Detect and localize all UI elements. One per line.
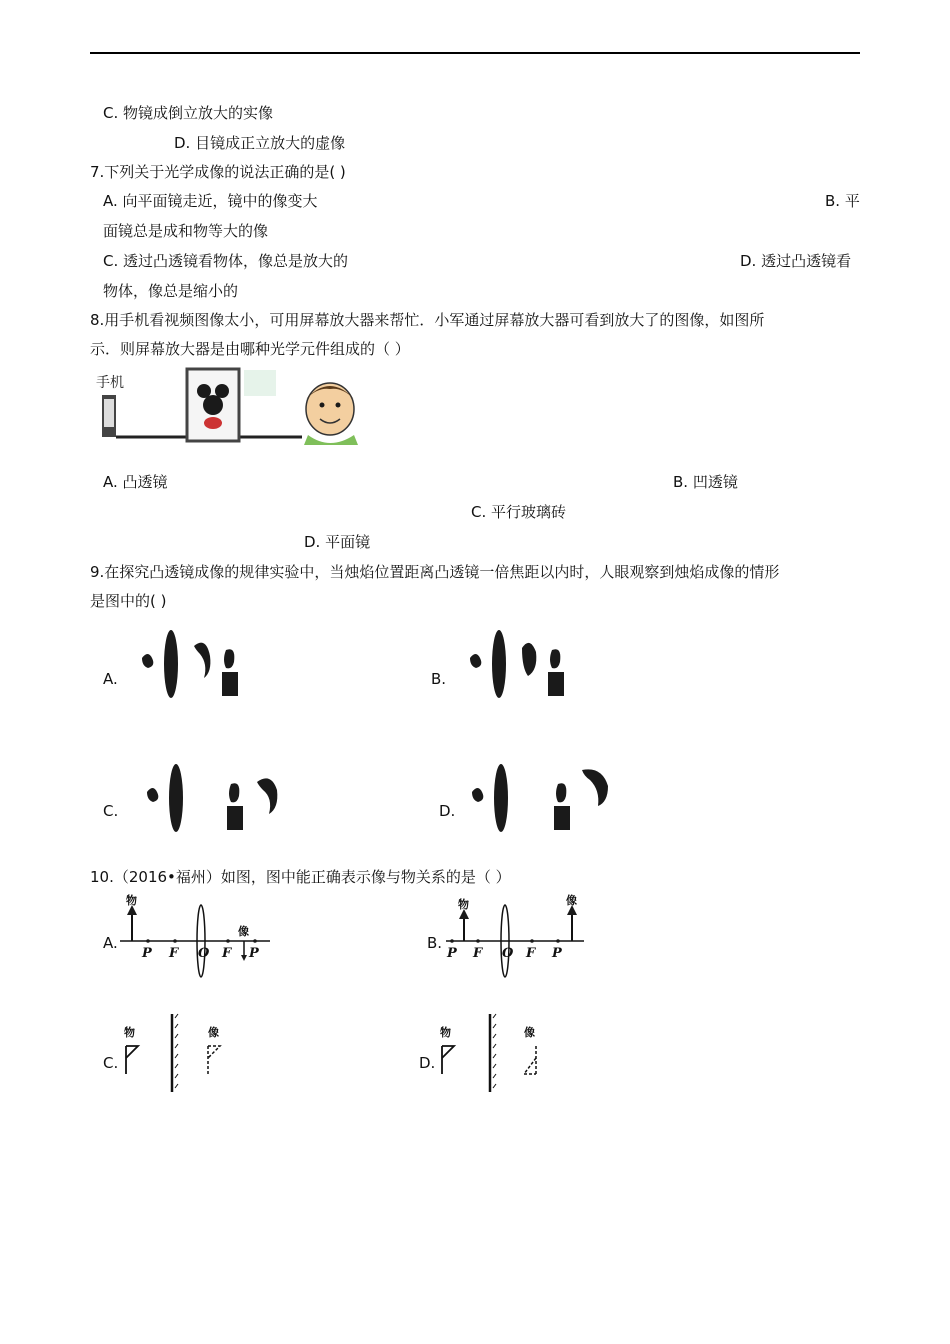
q8-stem-line1: 8.用手机看视频图像太小，可用屏幕放大器来帮忙．小军通过屏幕放大器可看到放大了的图像，如图所 <box>90 311 765 329</box>
q9-option-b-label[interactable]: B. <box>431 670 447 688</box>
q6-option-c[interactable]: C. 物镜成倒立放大的实像 <box>103 104 274 122</box>
q8-option-b[interactable]: B. 凹透镜 <box>673 473 738 491</box>
image-flag-icon <box>524 1058 536 1074</box>
object-flag-icon <box>126 1046 138 1058</box>
q7-option-d[interactable]: D. 透过凸透镜看 <box>740 252 852 270</box>
svg-text:物: 物 <box>440 1026 451 1039</box>
lens-icon <box>492 630 506 698</box>
svg-text:O: O <box>198 946 210 961</box>
svg-text:P: P <box>249 946 259 961</box>
q7-option-d-cont: 物体，像总是缩小的 <box>103 282 239 300</box>
object-flag-icon <box>442 1046 454 1058</box>
candle-flame-icon <box>224 649 234 668</box>
image-flag-icon <box>208 1046 220 1058</box>
svg-text:F: F <box>222 946 232 961</box>
q8-magnifier-figure <box>92 365 372 450</box>
svg-text:像: 像 <box>524 1026 535 1039</box>
q9-stem-line2: 是图中的( ) <box>90 592 167 610</box>
q7-option-b-cont: 面镜总是成和物等大的像 <box>103 222 269 240</box>
svg-text:O: O <box>502 946 514 961</box>
svg-text:P: P <box>447 946 457 961</box>
flame-image-icon <box>522 643 536 676</box>
q7-option-a[interactable]: A. 向平面镜走近，镜中的像变大 <box>103 192 318 210</box>
q9-option-d-label[interactable]: D. <box>439 802 456 820</box>
q7-option-c[interactable]: C. 透过凸透镜看物体，像总是放大的 <box>103 252 349 270</box>
q9-option-a-label[interactable]: A. <box>103 670 118 688</box>
candle-flame-icon <box>550 649 560 668</box>
q9-option-d-figure[interactable] <box>468 762 618 834</box>
candle-flame-icon <box>229 783 239 802</box>
candle-icon <box>548 672 564 696</box>
q10-option-a-label[interactable]: A. <box>103 934 118 952</box>
svg-text:物: 物 <box>124 1026 135 1039</box>
q10-stem: 10.（2016•福州）如图，图中能正确表示像与物关系的是（ ） <box>90 868 511 886</box>
phone-label: 手机 <box>96 375 124 391</box>
q9-option-a-figure[interactable] <box>138 628 248 700</box>
q10-option-b-label[interactable]: B. <box>427 934 443 952</box>
svg-text:P: P <box>142 946 152 961</box>
candle-icon <box>227 806 243 830</box>
q7-option-b[interactable]: B. 平 <box>825 192 860 210</box>
q10-option-a-figure[interactable] <box>120 893 280 983</box>
q7-stem: 7.下列关于光学成像的说法正确的是( ) <box>90 163 346 181</box>
svg-text:像: 像 <box>238 925 249 938</box>
q10-option-c-figure[interactable] <box>120 1012 230 1096</box>
svg-text:物: 物 <box>458 898 469 911</box>
svg-text:像: 像 <box>566 894 577 907</box>
svg-text:像: 像 <box>208 1026 219 1039</box>
flame-image-icon <box>257 778 277 814</box>
flame-image-icon <box>194 643 210 678</box>
image-arrow-icon <box>241 955 247 961</box>
svg-text:F: F <box>526 946 536 961</box>
candle-icon <box>222 672 238 696</box>
svg-text:物: 物 <box>126 894 137 907</box>
q9-option-c-figure[interactable] <box>143 762 283 834</box>
svg-text:F: F <box>169 946 179 961</box>
q9-option-c-label[interactable]: C. <box>103 802 119 820</box>
q10-option-c-label[interactable]: C. <box>103 1054 119 1072</box>
header-rule <box>90 52 860 54</box>
svg-text:F: F <box>473 946 483 961</box>
q8-option-c[interactable]: C. 平行玻璃砖 <box>471 503 567 521</box>
q10-option-b-figure[interactable] <box>446 893 596 983</box>
q10-option-d-label[interactable]: D. <box>419 1054 436 1072</box>
lens-icon <box>494 764 508 832</box>
q9-option-b-figure[interactable] <box>466 628 576 700</box>
q8-option-d[interactable]: D. 平面镜 <box>304 533 371 551</box>
q6-option-d[interactable]: D. 目镜成正立放大的虚像 <box>174 134 346 152</box>
candle-icon <box>554 806 570 830</box>
q8-stem-line2: 示．则屏幕放大器是由哪种光学元件组成的（ ） <box>90 340 410 358</box>
flame-image-icon <box>582 769 608 806</box>
q9-stem-line1: 9.在探究凸透镜成像的规律实验中，当烛焰位置距离凸透镜一倍焦距以内时，人眼观察到烛焰成像的情形 <box>90 563 780 581</box>
lens-icon <box>164 630 178 698</box>
boy-face <box>306 383 354 435</box>
candle-flame-icon <box>556 783 566 802</box>
svg-text:P: P <box>552 946 562 961</box>
lens-icon <box>169 764 183 832</box>
q10-option-d-figure[interactable] <box>436 1012 546 1096</box>
q8-option-a[interactable]: A. 凸透镜 <box>103 473 168 491</box>
